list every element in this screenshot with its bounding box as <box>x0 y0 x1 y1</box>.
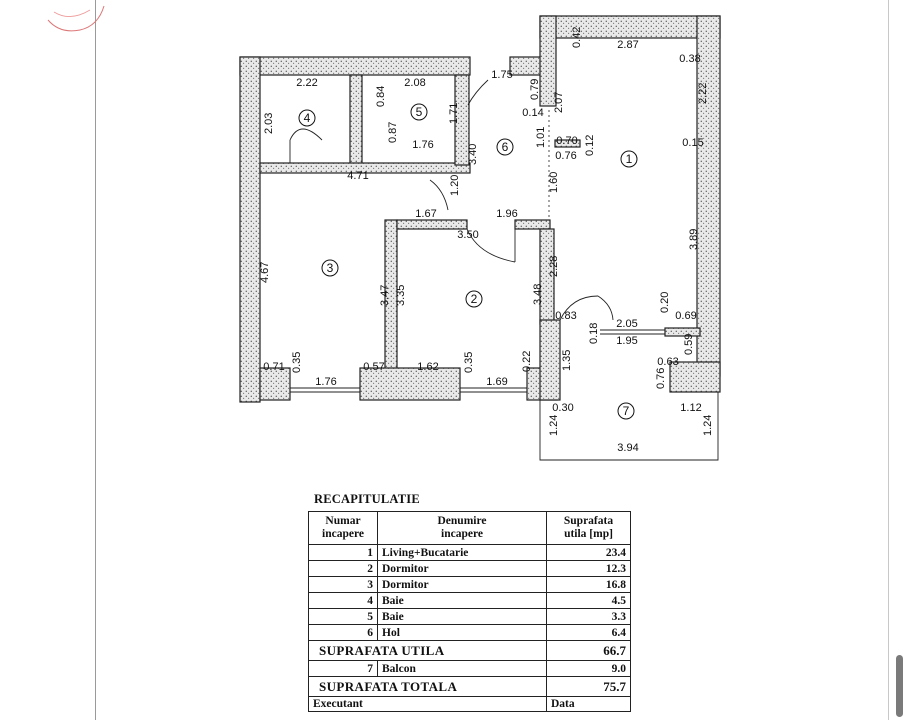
dim-label: 1.71 <box>448 102 460 124</box>
dim-label: 0.59 <box>683 333 695 355</box>
dim-label: 3.94 <box>617 442 639 454</box>
dim-label: 1.95 <box>616 335 638 347</box>
dim-label: 2.08 <box>404 77 426 89</box>
dim-label: 2.87 <box>617 39 639 51</box>
dim-label: 1.20 <box>449 174 461 196</box>
svg-text:6: 6 <box>501 140 509 154</box>
walls <box>240 16 720 402</box>
dim-label: 0.76 <box>655 367 667 389</box>
dim-label: 0.71 <box>263 361 285 373</box>
total-area-row: SUPRAFATA TOTALA 75.7 <box>309 677 631 697</box>
table-row: 1 Living+Bucatarie 23.4 <box>309 545 631 561</box>
dim-label: 3.89 <box>688 228 700 250</box>
dim-label: 3.48 <box>532 283 544 305</box>
dim-label: 1.12 <box>680 402 702 414</box>
table-header-row <box>309 512 631 545</box>
recap-section <box>308 492 638 712</box>
dim-label: 1.96 <box>496 208 518 220</box>
dim-label: 0.12 <box>584 134 596 156</box>
dim-label: 4.71 <box>347 170 369 182</box>
dim-label: 1.24 <box>702 414 714 436</box>
dim-label: 1.69 <box>486 376 508 388</box>
dim-label: 0.14 <box>522 107 544 119</box>
dim-label: 3.50 <box>457 229 479 241</box>
dim-label: 0.87 <box>387 121 399 143</box>
room-4-label <box>299 110 315 126</box>
dim-label: 1.24 <box>548 414 560 436</box>
table-row: 3 Dormitor 16.8 <box>309 577 631 593</box>
dim-label: 3.35 <box>395 284 407 306</box>
dim-label: 2.07 <box>553 91 565 113</box>
header-room-number: Numar incapere <box>309 512 378 545</box>
dim-label: 0.38 <box>679 53 701 65</box>
dim-label: 3.40 <box>467 143 479 165</box>
dim-label: 1.35 <box>561 349 573 371</box>
dim-label: 3.47 <box>379 284 391 306</box>
svg-text:4: 4 <box>303 111 311 125</box>
signature-row: Executant Data <box>309 697 631 712</box>
dim-label: 0.22 <box>521 350 533 372</box>
usable-area-row: SUPRAFATA UTILA 66.7 <box>309 641 631 661</box>
table-row: 5 Baie 3.3 <box>309 609 631 625</box>
dim-label: 2.28 <box>548 255 560 277</box>
dim-label: 0.83 <box>555 310 577 322</box>
room-2-label <box>466 291 482 307</box>
dim-label: 0.84 <box>375 85 387 107</box>
svg-text:5: 5 <box>415 105 423 119</box>
dim-label: 0.35 <box>463 351 475 373</box>
dim-label: 1.76 <box>412 139 434 151</box>
recap-title: RECAPITULATIE <box>314 492 420 506</box>
dim-label: 0.42 <box>571 26 583 48</box>
dim-label: 1.75 <box>491 69 513 81</box>
dim-label: 2.03 <box>263 112 275 134</box>
dim-label: 1.01 <box>535 126 547 148</box>
dim-label: 0.15 <box>682 137 704 149</box>
dim-label: 0.63 <box>657 356 679 368</box>
room-5-label <box>411 104 427 120</box>
dim-label: 0.20 <box>659 291 671 313</box>
dim-label: 0.69 <box>675 310 697 322</box>
dim-label: 2.22 <box>296 77 318 89</box>
svg-text:3: 3 <box>326 261 334 275</box>
dim-label: 0.30 <box>552 402 574 414</box>
room-3-label <box>322 260 338 276</box>
dim-label: 0.79 <box>529 78 541 100</box>
table-row: 7 Balcon 9.0 <box>309 661 631 677</box>
dim-label: 1.62 <box>417 361 439 373</box>
dim-label: 2.22 <box>697 82 709 104</box>
dim-label: 0.76 <box>555 150 577 162</box>
table-row: 6 Hol 6.4 <box>309 625 631 641</box>
header-room-name: Denumire incapere <box>378 512 547 545</box>
dim-label: 0.18 <box>588 322 600 344</box>
room-1-label <box>621 151 637 167</box>
dim-label: 1.60 <box>548 171 560 193</box>
dim-label: 0.35 <box>291 351 303 373</box>
dim-label: 0.57 <box>363 361 385 373</box>
dim-label: 4.67 <box>259 261 271 283</box>
room-7-label <box>618 403 634 419</box>
dim-label: 2.05 <box>616 318 638 330</box>
svg-text:1: 1 <box>625 152 633 166</box>
table-row: 4 Baie 4.5 <box>309 593 631 609</box>
dimension-labels <box>259 27 714 454</box>
dim-label: 0.70 <box>556 135 578 147</box>
scrollbar-thumb[interactable] <box>896 655 903 717</box>
dim-label: 1.67 <box>415 208 437 220</box>
svg-text:7: 7 <box>622 404 630 418</box>
svg-text:2: 2 <box>470 292 478 306</box>
table-row: 2 Dormitor 12.3 <box>309 561 631 577</box>
dim-label: 1.76 <box>315 376 337 388</box>
room-6-label <box>497 139 513 155</box>
header-area: Suprafata utila [mp] <box>547 512 631 545</box>
recap-table <box>308 511 631 712</box>
